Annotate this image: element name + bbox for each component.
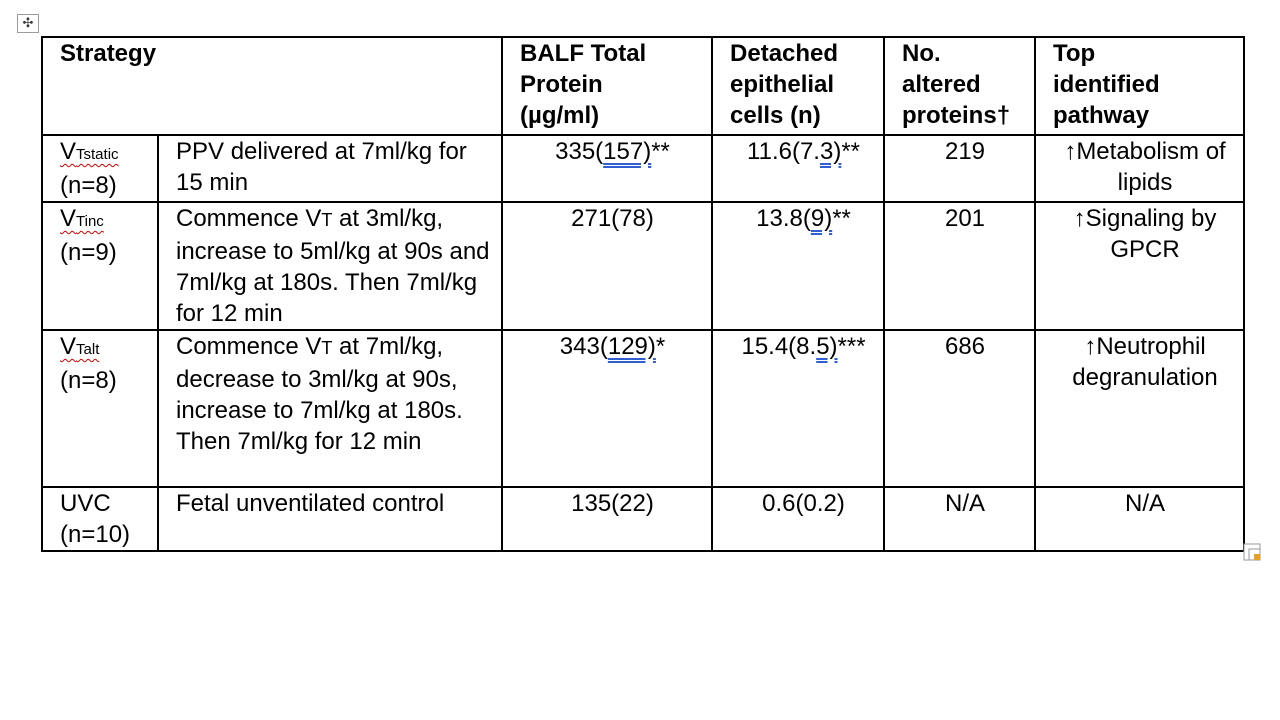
cell-description[interactable]: PPV delivered at 7ml/kg for 15 min — [158, 135, 502, 202]
cell-balf-protein[interactable]: 343(129)* — [502, 330, 712, 487]
cell-altered-proteins[interactable]: N/A — [884, 487, 1035, 551]
table-move-handle-icon[interactable]: ✣ — [17, 14, 39, 33]
cell-detached-cells[interactable]: 0.6(0.2) — [712, 487, 884, 551]
header-detached-cells[interactable]: Detached epithelial cells (n) — [712, 37, 884, 135]
cell-altered-proteins[interactable]: 219 — [884, 135, 1035, 202]
cell-description[interactable]: Fetal unventilated control — [158, 487, 502, 551]
cell-top-pathway[interactable]: ↑Signaling by GPCR — [1035, 202, 1244, 330]
header-altered-proteins[interactable]: No. altered proteins† — [884, 37, 1035, 135]
cell-top-pathway[interactable]: ↑Metabolism of lipids — [1035, 135, 1244, 202]
cell-top-pathway[interactable]: N/A — [1035, 487, 1244, 551]
cell-balf-protein[interactable]: 271(78) — [502, 202, 712, 330]
cell-detached-cells[interactable]: 11.6(7.3)** — [712, 135, 884, 202]
results-table — [41, 36, 1245, 552]
cell-description[interactable]: Commence VT at 7ml/kg, decrease to 3ml/kg at 90s, increase to 7ml/kg at 180s. Then 7ml/kg for 12 min — [158, 330, 502, 487]
cell-altered-proteins[interactable]: 686 — [884, 330, 1035, 487]
header-top-pathway[interactable]: Top identified pathway — [1035, 37, 1244, 135]
cell-detached-cells[interactable]: 13.8(9)** — [712, 202, 884, 330]
header-strategy[interactable]: Strategy — [42, 37, 502, 135]
cell-group-vtinc[interactable]: VTinc (n=9) — [42, 202, 158, 330]
cell-balf-protein[interactable]: 135(22) — [502, 487, 712, 551]
header-balf-protein[interactable]: BALF Total Protein (µg/ml) — [502, 37, 712, 135]
table-row-vtinc — [42, 202, 1244, 330]
cell-group-vtalt[interactable]: VTalt (n=8) — [42, 330, 158, 487]
cell-altered-proteins[interactable]: 201 — [884, 202, 1035, 330]
cell-top-pathway[interactable]: ↑Neutrophil degranulation — [1035, 330, 1244, 487]
cell-balf-protein[interactable]: 335(157)** — [502, 135, 712, 202]
table-resize-handle-icon[interactable] — [1243, 543, 1261, 561]
cell-group-uvc[interactable]: UVC (n=10) — [42, 487, 158, 551]
table-row-vtstatic — [42, 135, 1244, 202]
table-row-vtalt — [42, 330, 1244, 487]
table-header-row — [42, 37, 1244, 135]
cell-description[interactable]: Commence VT at 3ml/kg, increase to 5ml/kg at 90s and 7ml/kg at 180s. Then 7ml/kg for 12 min — [158, 202, 502, 330]
cell-detached-cells[interactable]: 15.4(8.5)*** — [712, 330, 884, 487]
cell-group-vtstatic[interactable]: VTstatic (n=8) — [42, 135, 158, 202]
table-row-uvc — [42, 487, 1244, 551]
